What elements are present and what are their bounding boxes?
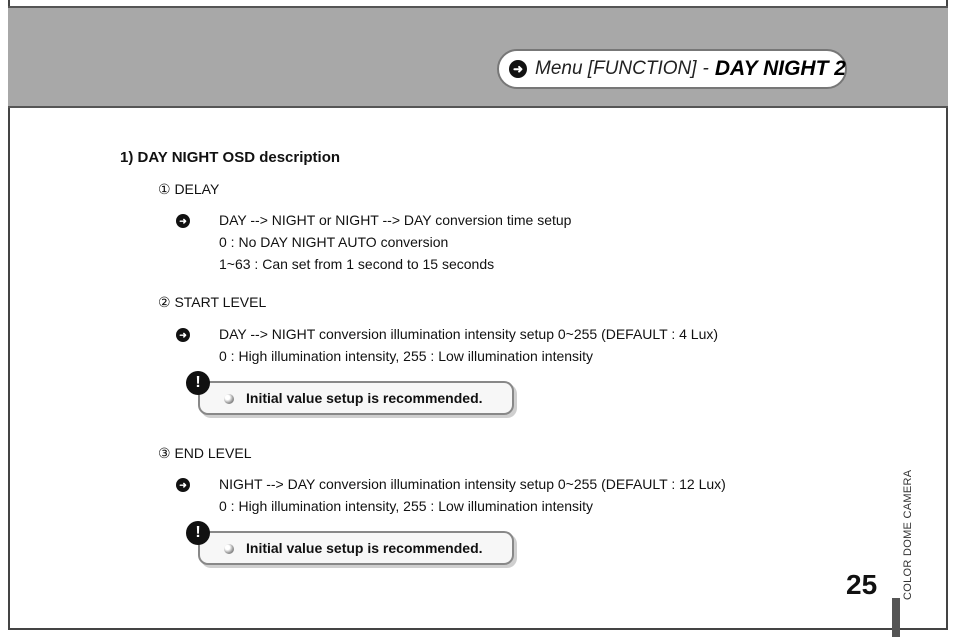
menu-prefix: Menu [FUNCTION]: [535, 58, 697, 79]
header-divider: [8, 106, 948, 108]
arrow-right-icon: ➜: [509, 60, 527, 78]
menu-breadcrumb: [497, 49, 847, 89]
alert-icon: !: [186, 521, 210, 545]
note-text: Initial value setup is recommended.: [246, 390, 483, 406]
start-level-line-1: DAY --> NIGHT conversion illumination intensity setup 0~255 (DEFAULT : 4 Lux): [219, 326, 719, 342]
delay-line-1: DAY --> NIGHT or NIGHT --> DAY conversion time setup: [219, 212, 572, 228]
start-level-line-2: 0 : High illumination intensity, 255 : Low illumination intensity: [219, 348, 594, 364]
page-tab-marker: [892, 598, 900, 637]
end-level-line-1: NIGHT --> DAY conversion illumination intensity setup 0~255 (DEFAULT : 12 Lux): [219, 476, 726, 492]
recommendation-note: [195, 524, 514, 565]
note-text: Initial value setup is recommended.: [246, 540, 483, 556]
menu-title: DAY NIGHT 2: [714, 57, 846, 80]
bullet-dot-icon: [224, 544, 234, 554]
alert-icon: !: [186, 371, 210, 395]
delay-line-2: 0 : No DAY NIGHT AUTO conversion: [219, 234, 449, 250]
item-heading-end-level: ③ END LEVEL: [158, 445, 252, 461]
menu-separator: -: [702, 58, 709, 79]
arrow-bullet-icon: ➜: [176, 328, 190, 342]
delay-line-3: 1~63 : Can set from 1 second to 15 seconds: [219, 256, 495, 272]
page-number: 25: [846, 569, 878, 600]
section-title: 1) DAY NIGHT OSD description: [120, 149, 341, 166]
item-heading-start-level: ② START LEVEL: [158, 294, 267, 310]
side-label: COLOR DOME CAMERA: [902, 469, 914, 600]
item-heading-delay: ① DELAY: [158, 181, 220, 197]
recommendation-note: [195, 374, 514, 415]
bullet-dot-icon: [224, 394, 234, 404]
end-level-line-2: 0 : High illumination intensity, 255 : Low illumination intensity: [219, 498, 594, 514]
arrow-bullet-icon: ➜: [176, 478, 190, 492]
arrow-bullet-icon: ➜: [176, 214, 190, 228]
